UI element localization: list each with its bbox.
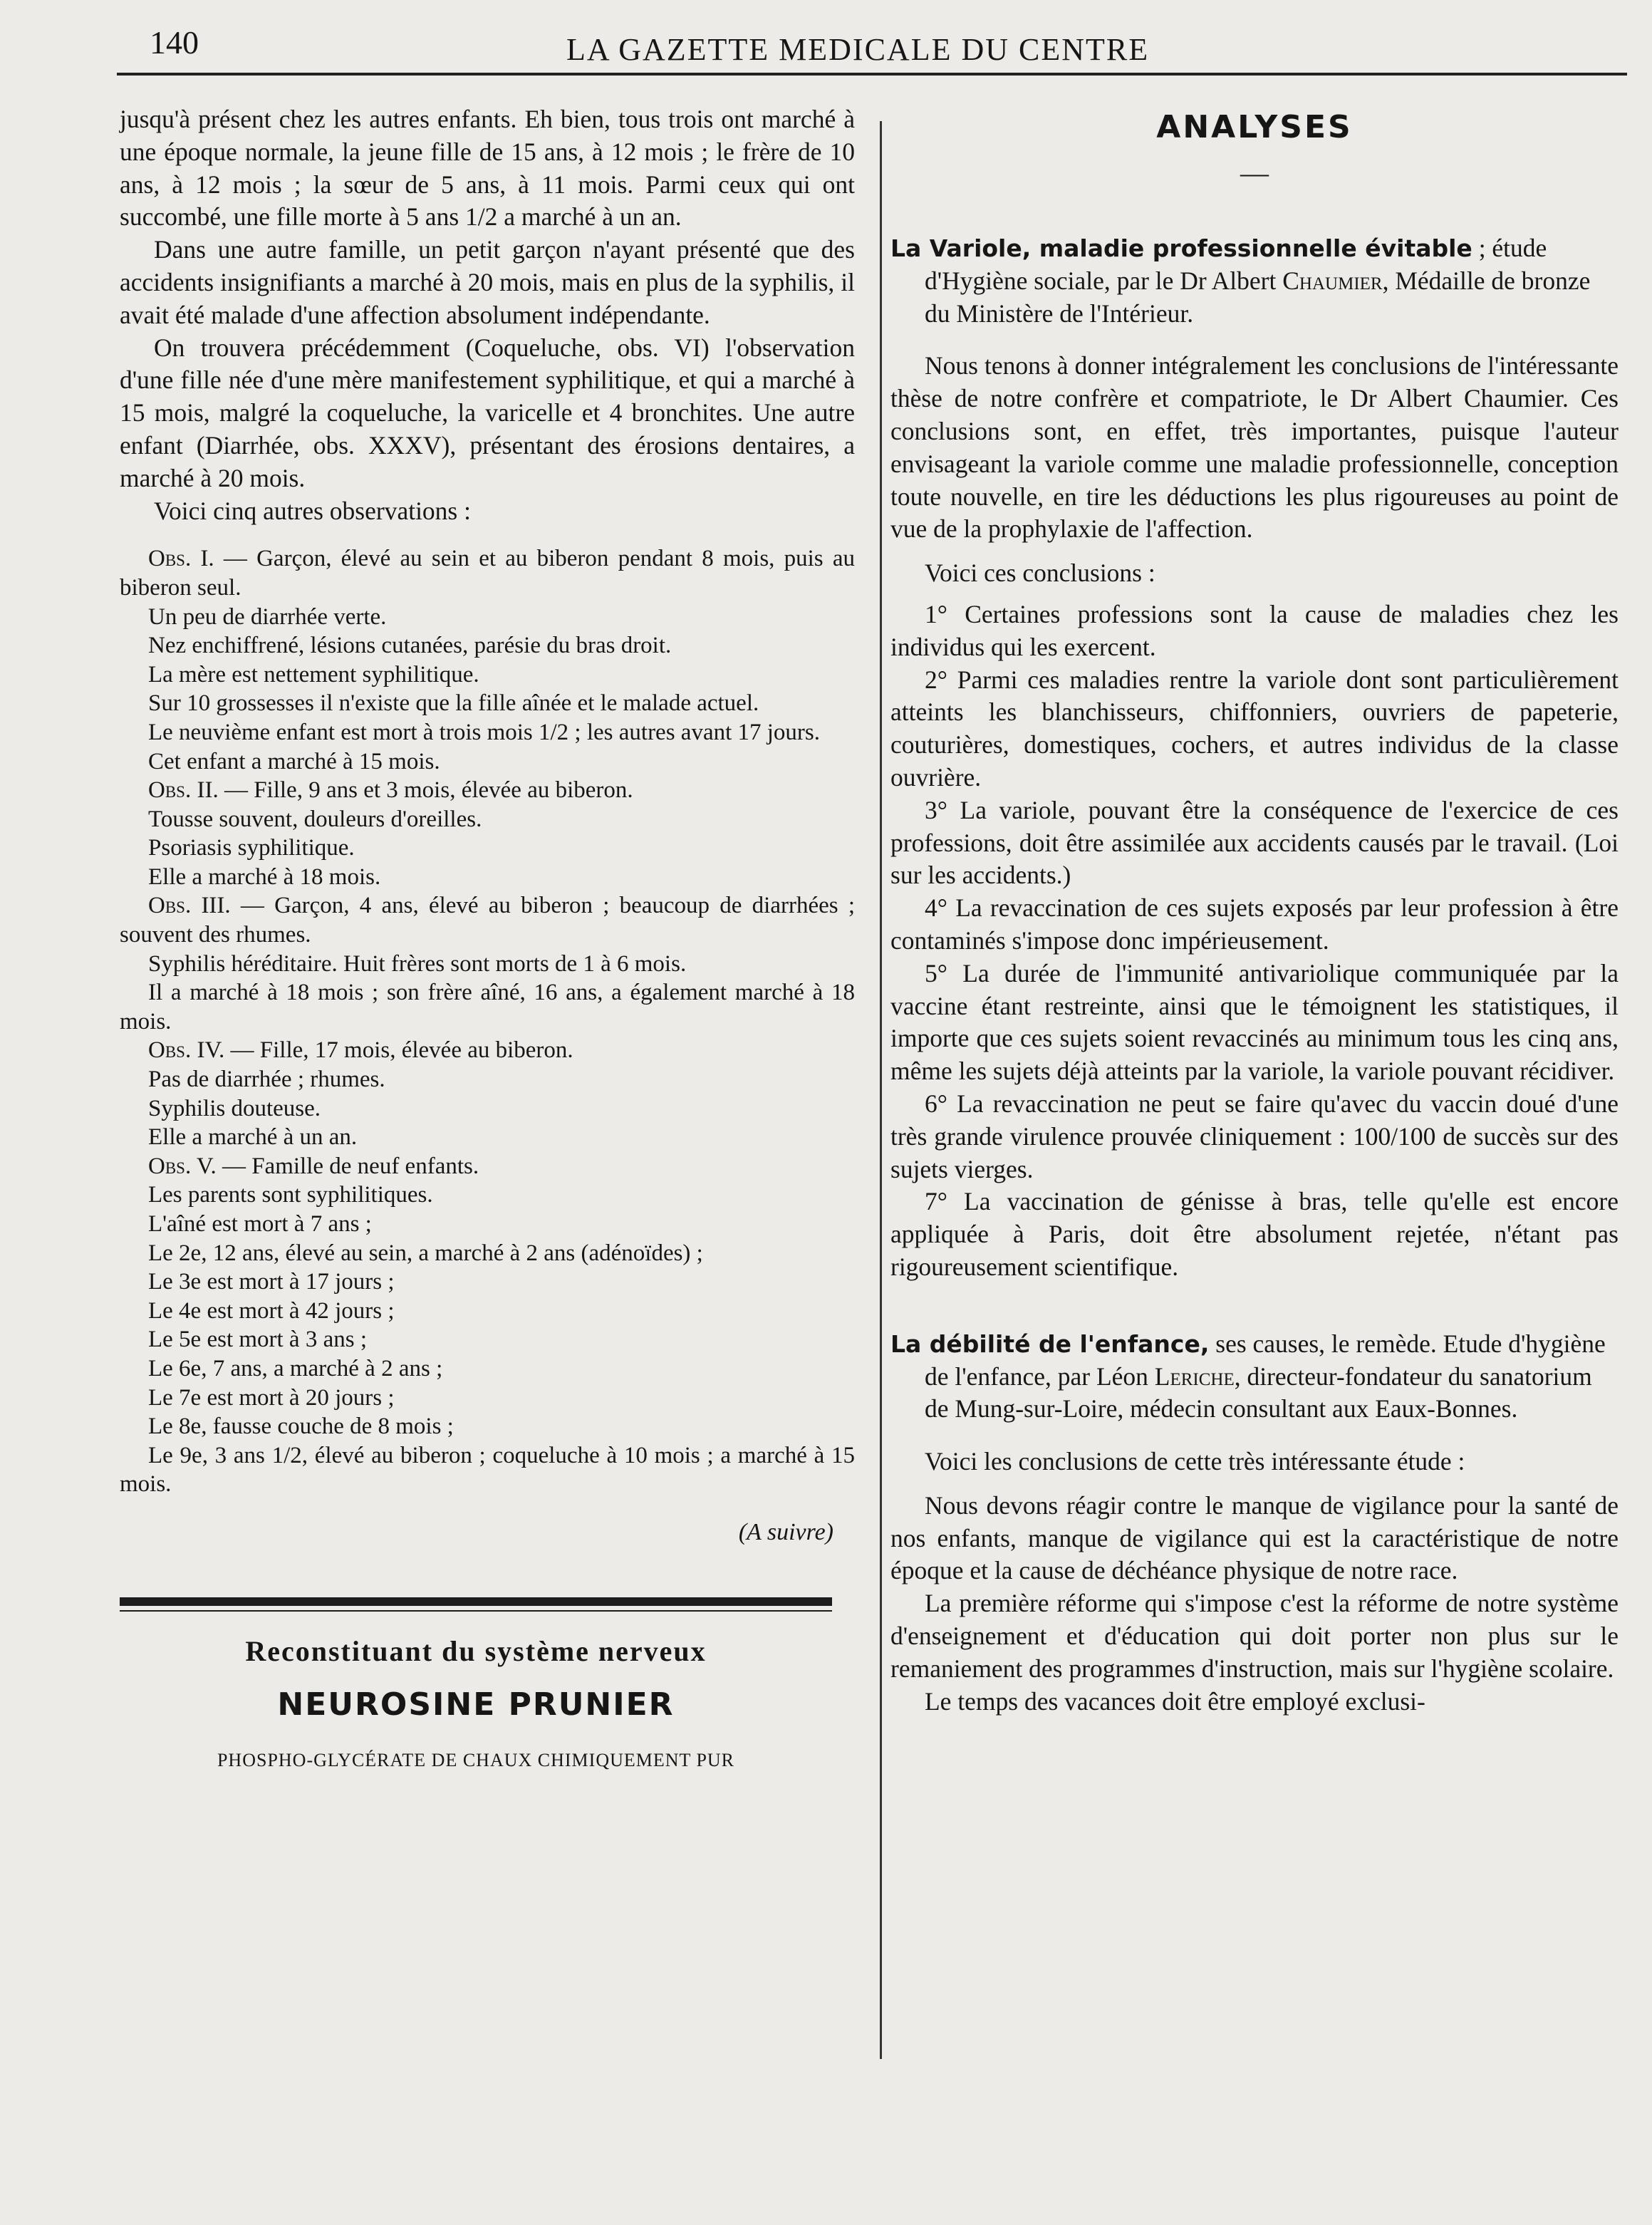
spacer	[890, 1478, 1619, 1490]
spacer	[890, 546, 1619, 557]
observation-line: Pas de diarrhée ; rhumes.	[148, 1067, 385, 1093]
observation-line: Le 5e est mort à 3 ans ;	[148, 1327, 367, 1353]
gazette-title: LA GAZETTE MEDICALE DU CENTRE	[566, 32, 1150, 67]
review-paragraph: Nous devons réagir contre le manque de vigilance pour la santé de nos enfants, manque de vigilance qui est la caractéristique de notre époque et la cause de déchéance physique de notre race.	[890, 1490, 1619, 1585]
review-intro: Voici les conclusions de cette très intéressante étude :	[925, 1447, 1465, 1476]
ad-rule-thick	[120, 1597, 832, 1606]
conclusion-item: 5° La durée de l'immunité antivariolique communiquée par la vaccine étant restreinte, ainsi que le témoignent les statistiques, il importe que ces sujets soient revaccinés au minimum tous les cinq ans, même les sujets déjà atteints par la variole, la variole pouvant récidiver.	[890, 958, 1619, 1086]
to-be-continued: (A suivre)	[738, 1518, 833, 1545]
observation-text: — Fille, 9 ans et 3 mois, élevée au biberon.	[224, 777, 633, 804]
observation-line: L'aîné est mort à 7 ans ;	[148, 1211, 372, 1238]
observation-line: Le 4e est mort à 42 jours ;	[148, 1297, 395, 1324]
observation-line: Les parents sont syphilitiques.	[148, 1182, 433, 1208]
spacer	[890, 1284, 1619, 1328]
observation-line: Le 7e est mort à 20 jours ;	[148, 1384, 395, 1411]
observation-label: Obs. II.	[148, 777, 219, 804]
conclusion-item: 7° La vaccination de génisse à bras, telle qu'elle est encore appliquée à Paris, doit être absolument rejetée, n'étant pas rigoureusement scientifique.	[890, 1187, 1619, 1281]
observation-line: La mère est nettement syphilitique.	[148, 661, 479, 688]
review-heading	[890, 232, 1619, 330]
review-title-rest: ; étude d'Hygiène sociale, par le Dr Albert	[925, 234, 1547, 295]
observation-line: Sur 10 grossesses il n'existe que la fille aînée et le malade actuel.	[148, 690, 759, 717]
observation-line: Syphilis douteuse.	[148, 1095, 321, 1121]
paragraph: jusqu'à présent chez les autres enfants. Eh bien, tous trois ont marché à une époque normale, la jeune fille de 15 ans, à 12 mois ; le frère de 10 ans, à 12 mois ; la sœur de 5 ans, à 11 mois. Parmi ceux qui ont succombé, une fille morte à 5 ans 1/2 a marché à un an.	[120, 105, 855, 232]
observation-line: Le 6e, 7 ans, a marché à 2 ans ;	[148, 1355, 443, 1381]
observation-3	[120, 891, 855, 1036]
observation-label: Obs. IV.	[148, 1037, 225, 1064]
spacer	[120, 527, 855, 544]
observation-line: Le 2e, 12 ans, élevé au sein, a marché à 2 ans (adénoïdes) ;	[148, 1240, 703, 1266]
review-title-rest: , directeur-fondateur du sanatorium de Mung-sur-Loire, médecin consultant aux Eaux-Bonnes.	[925, 1362, 1592, 1423]
column-divider	[880, 121, 882, 2059]
spacer	[890, 1426, 1619, 1446]
observation-line	[120, 544, 855, 602]
review-author: Leriche	[1154, 1362, 1235, 1391]
observation-label: Obs. III.	[148, 893, 231, 919]
conclusion-item: 2° Parmi ces maladies rentre la variole dont sont particulièrement atteints les blanchisseurs, chiffonniers, ouvriers de papeterie, couturières, domestiques, cochers, et autres individus de la classe ouvrière.	[890, 665, 1619, 792]
observation-line: Un peu de diarrhée verte.	[148, 603, 387, 630]
observation-line	[120, 1036, 855, 1065]
observation-line: Tousse souvent, douleurs d'oreilles.	[148, 806, 482, 832]
left-column	[120, 103, 855, 1771]
paragraph: On trouvera précédemment (Coqueluche, obs. VI) l'observation d'une fille née d'une mère manifestement syphilitique, et qui a marché à 15 mois, malgré la coqueluche, la varicelle et 4 bronchites. Une autre enfant (Diarrhée, obs. XXXV), présentant des érosions dentaires, a marché à 20 mois.	[120, 333, 855, 492]
observation-line: Cet enfant a marché à 15 mois.	[148, 748, 440, 774]
observation-line: Le 3e est mort à 17 jours ;	[148, 1269, 395, 1295]
observation-text: — Fille, 17 mois, élevée au biberon.	[230, 1037, 573, 1064]
ad-description: PHOSPHO-GLYCÉRATE DE CHAUX CHIMIQUEMENT PUR	[217, 1749, 735, 1770]
right-column	[890, 103, 1619, 1718]
conclusion-item: 1° Certaines professions sont la cause de maladies chez les individus qui les exercent.	[890, 599, 1619, 661]
ad-rule-thin	[120, 1610, 832, 1612]
conclusion-item: 6° La revaccination ne peut se faire qu'avec du vaccin doué d'une très grande virulence prouvée cliniquement : 100/100 de succès sur des sujets vierges.	[890, 1089, 1619, 1183]
section-title: ANALYSES	[1156, 109, 1353, 145]
review-lead-in: Voici ces conclusions :	[925, 559, 1155, 588]
observation-line: Le 8e, fausse couche de 8 mois ;	[148, 1414, 454, 1440]
review-title-rest: , Médaille de bronze du Ministère de l'Intérieur.	[925, 266, 1591, 328]
observation-label: Obs. V.	[148, 1153, 217, 1179]
review-title: La Variole, maladie professionnelle évitable	[890, 234, 1472, 262]
observation-line: Syphilis héréditaire. Huit frères sont morts de 1 à 6 mois.	[148, 950, 687, 977]
ad-product-name: NEUROSINE PRUNIER	[277, 1686, 675, 1723]
conclusion-item: 3° La variole, pouvant être la conséquence de l'exercice de ces professions, doit être assimilée aux accidents causés par le travail. (Loi sur les accidents.)	[890, 795, 1619, 890]
page-number: 140	[150, 24, 199, 61]
title-dash: —	[1240, 157, 1269, 189]
observation-text: — Garçon, élevé au sein et au biberon pendant 8 mois, puis au biberon seul.	[120, 546, 856, 601]
observation-line: Il a marché à 18 mois ; son frère aîné, 16 ans, a également marché à 18 mois.	[120, 980, 855, 1034]
observation-line: Nez enchiffrené, lésions cutanées, parésie du bras droit.	[148, 633, 672, 659]
observation-line	[120, 1152, 855, 1181]
observation-4	[120, 1036, 855, 1151]
observation-label: Obs. I.	[148, 546, 214, 572]
review-author: Chaumier	[1282, 266, 1383, 295]
observation-text: — Famille de neuf enfants.	[222, 1153, 479, 1179]
observation-line: Psoriasis syphilitique.	[148, 835, 355, 861]
conclusion-item: 4° La revaccination de ces sujets exposés par leur profession à être contaminés s'impose donc impérieusement.	[890, 893, 1619, 955]
observation-line: Elle a marché à 18 mois.	[148, 863, 381, 890]
paragraph: Voici cinq autres observations :	[154, 496, 471, 525]
review-paragraph: La première réforme qui s'impose c'est la réforme de notre système d'enseignement et d'éducation qui doit porter non plus sur le remaniement des programmes d'instruction, mais sur l'hygiène scolaire.	[890, 1589, 1619, 1683]
review-title-rest: ses causes, le remède. Etude d'hygiène de l'enfance, par Léon	[925, 1329, 1606, 1391]
observation-line: Le 9e, 3 ans 1/2, élevé au biberon ; coqueluche à 10 mois ; a marché à 15 mois.	[120, 1442, 855, 1498]
observation-line	[120, 776, 855, 805]
observation-text: — Garçon, 4 ans, élevé au biberon ; beaucoup de diarrhées ; souvent des rhumes.	[120, 893, 855, 948]
observation-2	[120, 776, 855, 891]
paragraph: Dans une autre famille, un petit garçon n'ayant présenté que des accidents insignifiants a marché à 20 mois, mais en plus de la syphilis, il avait été malade d'une affection absolument indépendante.	[120, 235, 855, 329]
header-rule	[117, 73, 1627, 76]
spacer	[890, 590, 1619, 598]
observation-line	[120, 891, 855, 949]
observation-1	[120, 544, 855, 776]
page-header	[150, 21, 1503, 71]
observation-line: Elle a marché à un an.	[148, 1124, 358, 1151]
ad-tagline: Reconstituant du système nerveux	[245, 1634, 707, 1667]
review-intro: Nous tenons à donner intégralement les conclusions de l'intéressante thèse de notre confrère et compatriote, le Dr Albert Chaumier. Ces conclusions sont, en effet, très importantes, puisque l'auteur envisageant la variole comme une maladie professionnelle, conception toute nouvelle, en tire les déductions les plus rigoureuses au point de vue de la prophylaxie de l'affection.	[890, 351, 1619, 544]
spacer	[890, 330, 1619, 350]
observation-5	[120, 1152, 855, 1499]
review-title: La débilité de l'enfance,	[890, 1329, 1210, 1358]
spacer	[890, 191, 1619, 232]
observation-line: Le neuvième enfant est mort à trois mois 1/2 ; les autres avant 17 jours.	[148, 719, 821, 745]
review-paragraph: Le temps des vacances doit être employé exclusi-	[925, 1686, 1425, 1716]
review-heading	[890, 1328, 1619, 1426]
